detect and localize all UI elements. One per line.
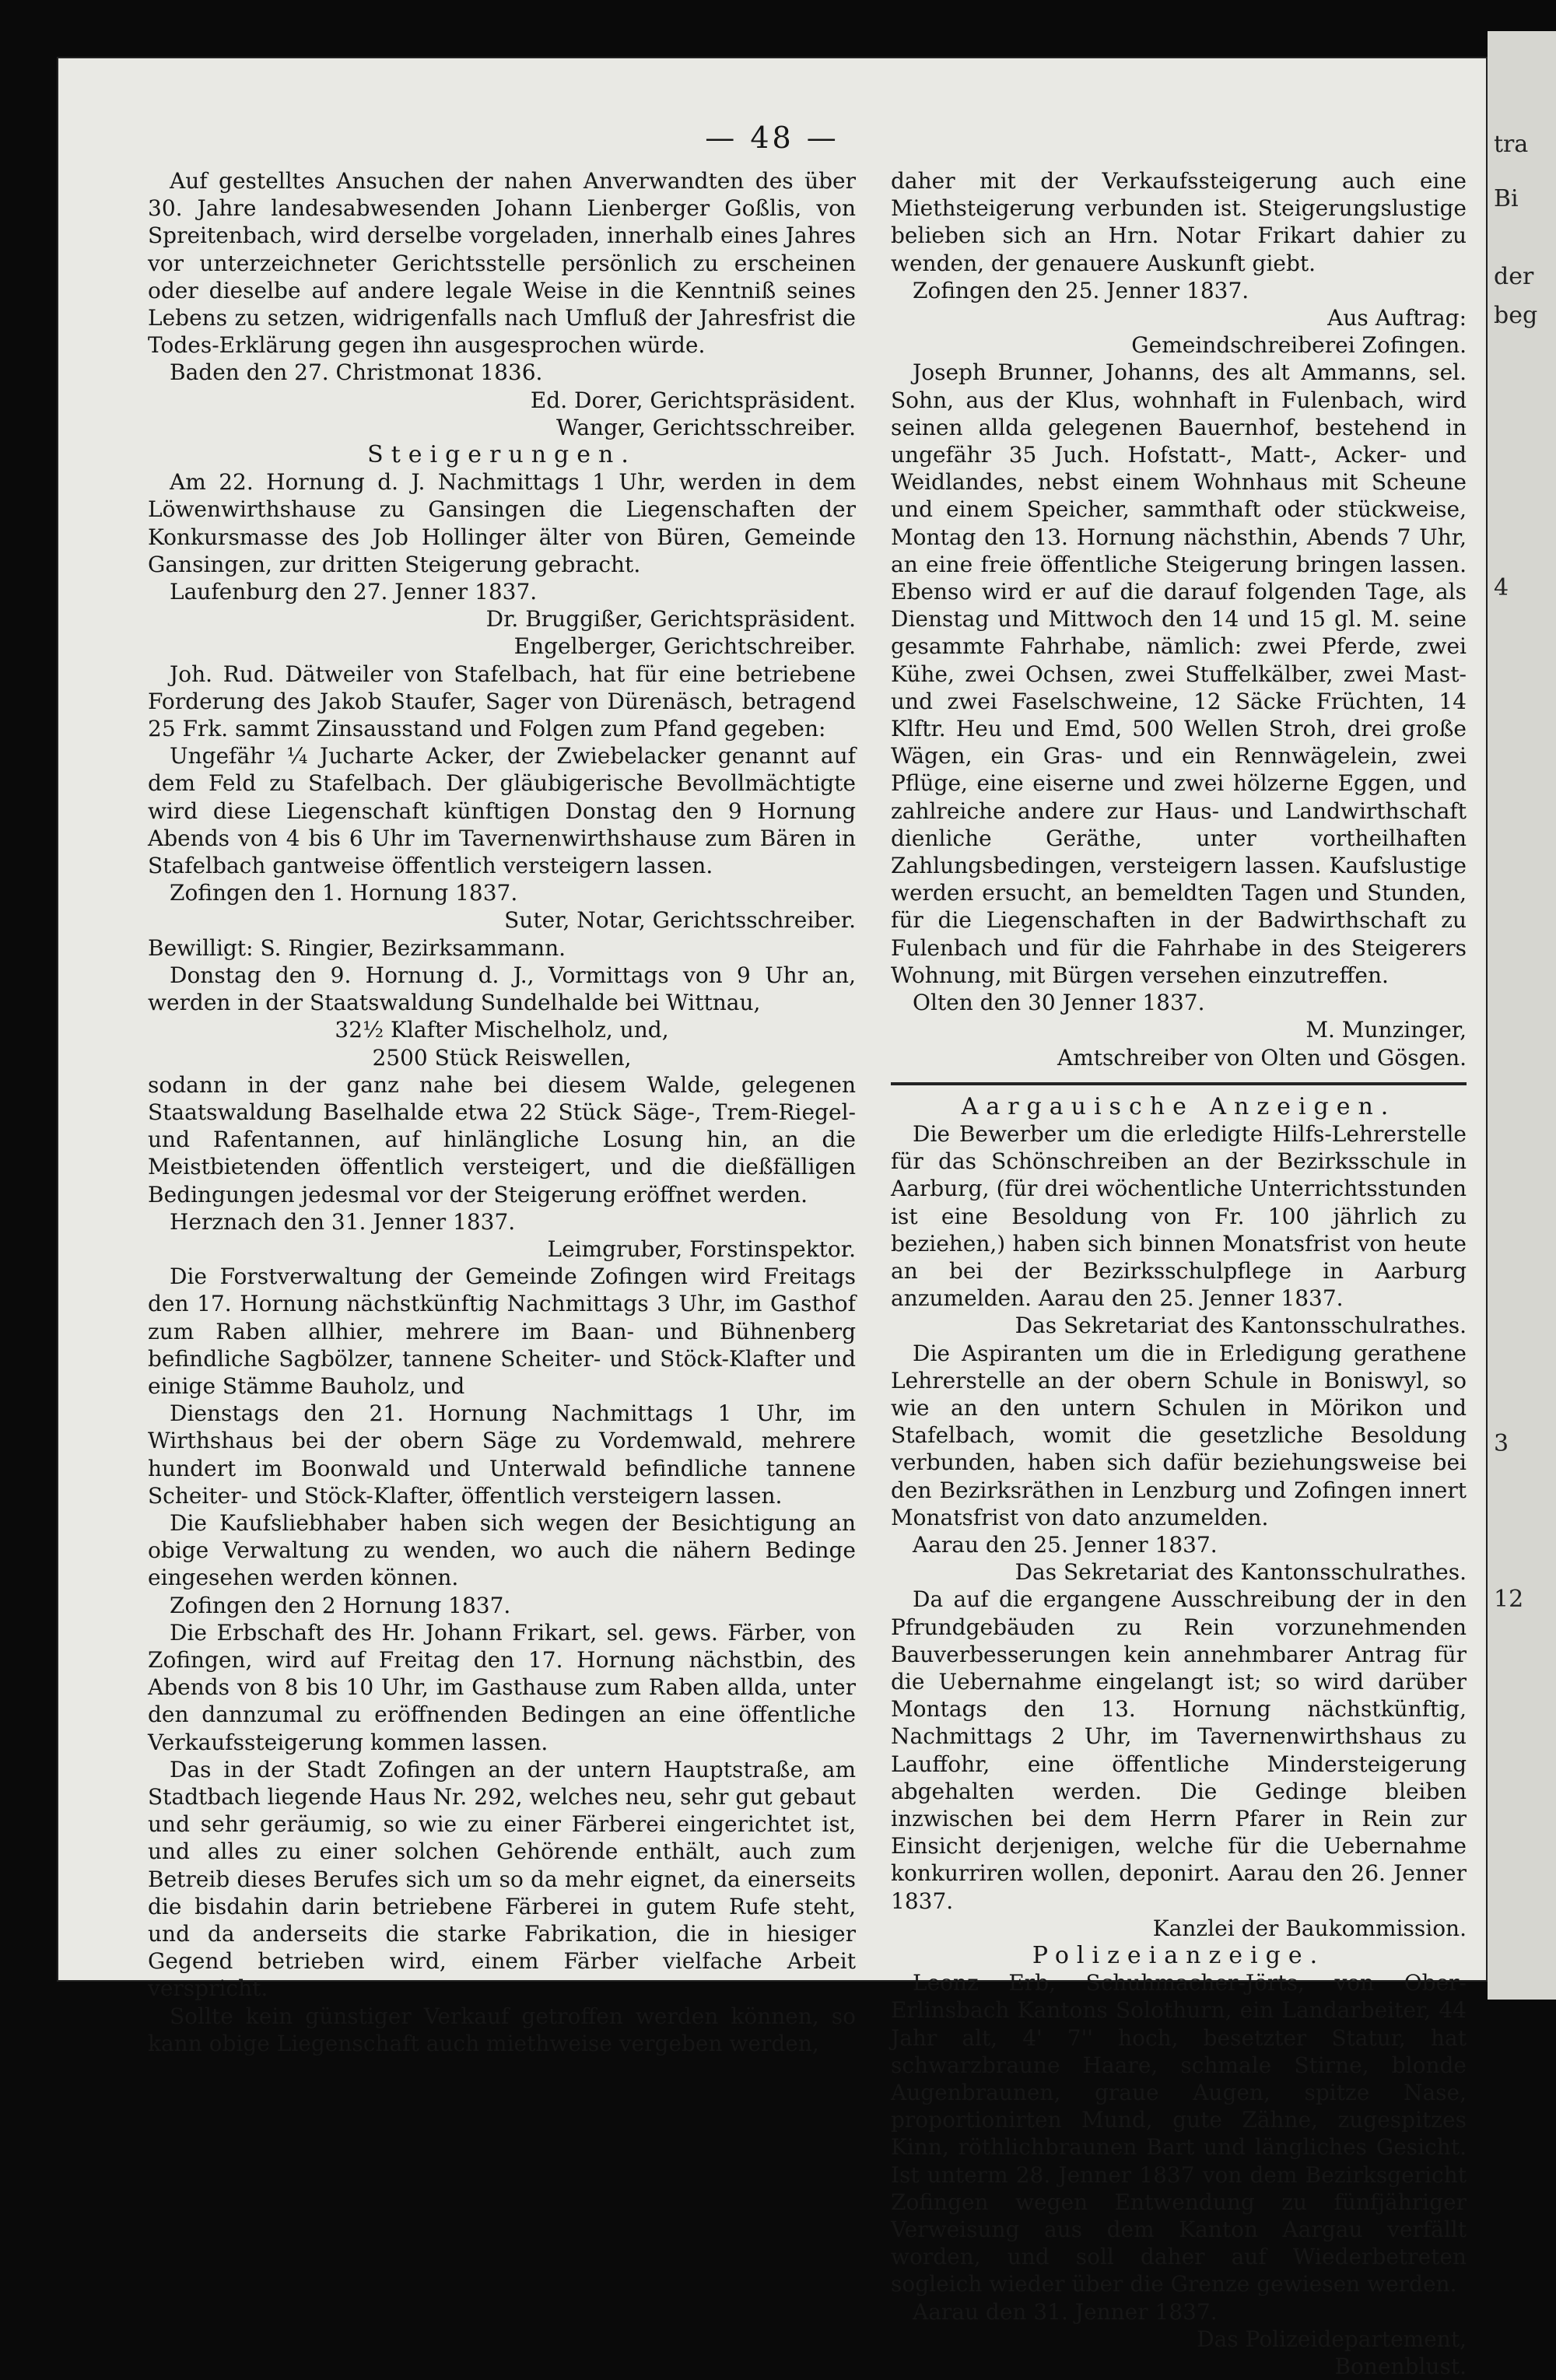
left-column-paragraph-l26: Das in der Stadt Zofingen an der untern Hauptstraße, am Stadtbach liegende Haus Nr. 292, welches neu, sehr gut gebaut und sehr geräumig, so wie zu einer Färberei eingerichtet ist, und alles zu einer solchen Gehörende enthält, auch zum Betreib dieses Berufes sich um so da mehr eignet, da einerseits die bisdahin darin betriebene Färberei in gutem Rufe steht, und da anderseits die starke Fabrikation, die in hiesiger Gegend betrieben wird, einem Färber vielfache Arbeit verspricht.	[148, 1756, 856, 2002]
right-column-paragraph-r1: daher mit der Verkaufssteigerung auch eine Miethsteigerung verbunden ist. Steigerungslustige belieben sich an Hrn. Notar Frikart dahier zu wenden, der genauere Auskunft giebt.	[891, 168, 1467, 276]
left-column-paragraph-l18: sodann in der ganz nahe bei diesem Walde, gelegenen Staatswaldung Baselhalde etwa 22 Stück Säge-, Trem-Riegel- und Rafentannen, auf hinlängliche Losung hin, an die Meistbietenden öffentlich versteigert, und die dießfälligen Bedingungen jedesmal vor der Steigerung eröffnet werden.	[148, 1071, 856, 1208]
right-column-paragraph-r19: Aarau den 31. Jenner 1837.	[913, 2298, 1218, 2325]
right-column-paragraph-r8: Amtschreiber von Olten und Gösgen.	[1057, 1044, 1467, 1071]
right-column-paragraph-r10: Die Bewerber um die erledigte Hilfs-Lehrerstelle für das Schönschreiben an der Bezirksschule in Aarburg, (für drei wöchentliche Unterrichtsstunden ist eine Besoldung von Fr. 100 jährlich zu beziehen,) haben sich binnen Monatsfrist von heute an bei der Bezirksschulpflege in Aarburg anzumelden. Aarau den 25. Jenner 1837.	[891, 1120, 1467, 1312]
right-column-paragraph-r2: Zofingen den 25. Jenner 1837.	[913, 277, 1249, 303]
right-column-paragraph-r4: Gemeindschreiberei Zofingen.	[1131, 332, 1467, 359]
right-column-paragraph-r18: Leonz Erb, Schuhmacher-Jörts, von Ober-Erlinsbach Kantons Solothurn, ein Landarbeiter, 44 Jahr alt, 4' 7'' hoch, besetzter Statur, hat schwarzbraune Haare, schmale Stirne, blonde Augenbraunen, graue Augen, spitze Nase, proportionirten Mund, gute Zähne, zugespitzes Kinn, röthlichbraunen Bart und längliches Gesicht. Ist unterm 28. Jenner 1837 von dem Bezirksgericht Zofingen wegen Entwendung zu fünfjähriger Verweisung aus dem Kanton Aargau verfällt worden, und soll daher auf Wiederbetreten sogleich wieder über die Grenze gewiesen werden.	[891, 1970, 1467, 2298]
right-column-paragraph-r11: Das Sekretariat des Kantonsschulrathes.	[1015, 1313, 1467, 1339]
right-column-paragraph-r15: Da auf die ergangene Ausschreibung der in den Pfrundgebäuden zu Rein vorzunehmenden Bauverbesserungen kein annehmbarer Antrag für die Uebernahme eingelangt ist; so wird darüber Montags den 13. Hornung nächstkünftig, Nachmittags 2 Uhr, im Tavernenwirthshaus zu Lauffohr, eine öffentliche Mindersteigerung abgehalten werden. Die Gedinge bleiben inzwischen bei dem Herrn Pfarer in Rein zur Einsicht derjenigen, welche für die Uebernahme konkurriren wollen, deponirt. Aarau den 26. Jenner 1837.	[891, 1586, 1467, 1914]
right-column-paragraph-r20: Das Polizeidepartement,	[1197, 2326, 1467, 2352]
page-number: — 48 —	[705, 121, 839, 155]
left-column-paragraph-l4: Wanger, Gerichtsschreiber.	[556, 414, 856, 440]
left-column-paragraph-l3: Ed. Dorer, Gerichtspräsident.	[530, 387, 856, 413]
adjacent-fragment: beg	[1494, 302, 1538, 329]
left-column-paragraph-l7: Laufenburg den 27. Jenner 1837.	[170, 579, 538, 605]
left-column-paragraph-l15: Donstag den 9. Hornung d. J., Vormittags von 9 Uhr an, werden in der Staatswaldung Sundelhalde bei Wittnau,	[148, 962, 856, 1016]
right-column-paragraph-r5: Joseph Brunner, Johanns, des alt Ammanns, sel. Sohn, aus der Klus, wohnhaft in Fulenbach, wird seinen allda gelegenen Bauernhof, bestehend in ungefähr 35 Juch. Hofstatt-, Matt-, Acker- und Weidlandes, nebst einem Wohnhaus mit Scheune und einem Speicher, sammthaft oder stückweise, Montag den 13. Hornung nächsthin, Abends 7 Uhr, an eine freie öffentliche Steigerung bringen lassen. Ebenso wird er auf die darauf folgenden Tage, als Dienstag und Mittwoch den 14 und 15 gl. M. seine gesammte Fahrhabe, nämlich: zwei Pferde, zwei Kühe, zwei Ochsen, zwei Stuffelkälber, zwei Mast- und zwei Faselschweine, 12 Säcke Früchten, 14 Klftr. Heu und Emd, 500 Wellen Stroh, drei große Wägen, ein Gras- und ein Rennwägelein, zwei Pflüge, eine eiserne und zwei hölzerne Eggen, und zahlreiche andere zur Haus- und Landwirthschaft dienliche Geräthe, unter vortheilhaften Zahlungsbedingen, versteigern lassen. Kaufslustige werden ersucht, an bemeldten Tagen und Stunden, für die Liegenschaften in der Badwirthschaft zu Fulenbach und für die Fahrhabe in des Steigerers Wohnung, mit Bürgen versehen einzutreffen.	[891, 359, 1467, 988]
left-column-paragraph-l13: Suter, Notar, Gerichtsschreiber.	[504, 907, 856, 934]
left-column-paragraph-l24: Zofingen den 2 Hornung 1837.	[170, 1592, 511, 1618]
right-column-paragraph-r16: Kanzlei der Baukommission.	[1152, 1915, 1467, 1941]
left-column-paragraph-l25: Die Erbschaft des Hr. Johann Frikart, sel. gews. Färber, von Zofingen, wird auf Freitag den 17. Hornung nächstbin, des Abends von 8 bis 10 Uhr, im Gasthause zum Raben allda, unter den dannzumal zu eröffnenden Bedingen an eine öffentliche Verkaufssteigerung kommen lassen.	[148, 1619, 856, 1755]
right-column-paragraph-r17: Polizeianzeige.	[1032, 1942, 1326, 1969]
left-column-paragraph-l16: 32½ Klafter Mischelholz, und,	[335, 1017, 669, 1043]
left-column-paragraph-l23: Die Kaufsliebhaber haben sich wegen der Besichtigung an obige Verwaltung zu wenden, wo auch die nähern Bedinge eingesehen werden können.	[148, 1509, 856, 1591]
adjacent-fragment: 3	[1494, 1430, 1509, 1457]
adjacent-fragment: der	[1494, 263, 1534, 290]
left-column-paragraph-l14: Bewilligt: S. Ringier, Bezirksammann.	[148, 934, 566, 961]
left-column-paragraph-l5: Steigerungen.	[367, 441, 636, 469]
section-rule	[891, 1082, 1467, 1085]
right-column-paragraph-r9: Aargauische Anzeigen.	[961, 1092, 1397, 1120]
left-column-paragraph-l12: Zofingen den 1. Hornung 1837.	[170, 880, 518, 906]
adjacent-page-edge	[1488, 31, 1556, 2000]
right-column-paragraph-r14: Das Sekretariat des Kantonsschulrathes.	[1015, 1559, 1467, 1586]
left-column-paragraph-l6: Am 22. Hornung d. J. Nachmittags 1 Uhr, werden in dem Löwenwirthshause zu Gansingen die Liegenschaften der Konkursmasse des Job Hollinger älter von Büren, Gemeinde Gansingen, zur dritten Steigerung gebracht.	[148, 469, 856, 577]
adjacent-fragment: Bi	[1494, 185, 1519, 212]
right-column-paragraph-r6: Olten den 30 Jenner 1837.	[913, 990, 1205, 1016]
left-column-paragraph-l20: Leimgruber, Forstinspektor.	[547, 1236, 856, 1262]
adjacent-fragment: 4	[1494, 574, 1509, 601]
right-column-paragraph-r21: Bonenblust.	[1334, 2354, 1467, 2380]
right-column	[891, 167, 1467, 2380]
left-column-paragraph-l10: Joh. Rud. Dätweiler von Stafelbach, hat für eine betriebene Forderung des Jakob Staufer, Sager von Dürenäsch, betragend 25 Frk. sammt Zinsausstand und Folgen zum Pfand gegeben:	[148, 661, 856, 742]
newspaper-page	[58, 58, 1486, 2380]
right-column-paragraph-r13: Aarau den 25. Jenner 1837.	[913, 1531, 1218, 1558]
left-column-paragraph-l21: Die Forstverwaltung der Gemeinde Zofingen wird Freitags den 17. Hornung nächstkünftig Nachmittags 3 Uhr, im Gasthof zum Raben allhier, mehrere im Baan- und Bühnenberg befindliche Sagbölzer, tannene Scheiter- und Stöck-Klafter und einige Stämme Bauholz, und	[148, 1264, 856, 1399]
left-column-paragraph-l17: 2500 Stück Reiswellen,	[372, 1044, 632, 1071]
right-column-paragraph-r12: Die Aspiranten um die in Erledigung gerathene Lehrerstelle an der obern Schule in Boniswyl, so wie an den untern Schulen in Mörikon und Stafelbach, womit die gesetzliche Besoldung verbunden, haben sich dafür beziehungsweise bei den Bezirksräthen in Lenzburg und Zofingen innert Monatsfrist von dato anzumelden.	[891, 1340, 1467, 1530]
left-column-paragraph-l22: Dienstags den 21. Hornung Nachmittags 1 Uhr, im Wirthshaus bei der obern Säge zu Vordemwald, mehrere hundert im Boonwald und Unterwald befindliche tannene Scheiter- und Stöck-Klafter, öffentlich versteigern lassen.	[148, 1400, 856, 1509]
left-column-paragraph-l1: Auf gestelltes Ansuchen der nahen Anverwandten des über 30. Jahre landesabwesenden Johann Lienberger Goßlis, von Spreitenbach, wird derselbe vorgeladen, innerhalb eines Jahres vor unterzeichneter Gerichtsstelle persönlich zu erscheinen oder dieselbe auf andere legale Weise in die Kenntniß seines Lebens zu setzen, widrigenfalls nach Umfluß der Jahresfrist die Todes-Erklärung gegen ihn ausgesprochen würde.	[148, 168, 856, 359]
adjacent-fragment: 12	[1494, 1586, 1524, 1613]
adjacent-fragment: tra	[1494, 131, 1529, 158]
left-column-paragraph-l8: Dr. Bruggißer, Gerichtspräsident.	[485, 606, 856, 633]
left-column	[148, 167, 856, 2057]
left-column-paragraph-l19: Herznach den 31. Jenner 1837.	[170, 1208, 516, 1235]
left-column-paragraph-l2: Baden den 27. Christmonat 1836.	[170, 359, 543, 386]
left-column-paragraph-l11: Ungefähr ¼ Jucharte Acker, der Zwiebelacker genannt auf dem Feld zu Stafelbach. Der gläubigerische Bevollmächtigte wird diese Liegenschaft künftigen Donstag den 9 Hornung Abends von 4 bis 6 Uhr im Tavernenwirthshause zum Bären in Stafelbach gantweise öffentlich versteigern lassen.	[148, 743, 856, 879]
left-column-paragraph-l9: Engelberger, Gerichtschreiber.	[513, 633, 856, 660]
right-column-paragraph-r7: M. Munzinger,	[1305, 1017, 1467, 1043]
right-column-paragraph-r3: Aus Auftrag:	[1327, 305, 1467, 331]
left-column-paragraph-l27: Sollte kein günstiger Verkauf getroffen werden können, so kann obige Liegenschaft auch miethweise vergeben werden,	[148, 2003, 856, 2056]
